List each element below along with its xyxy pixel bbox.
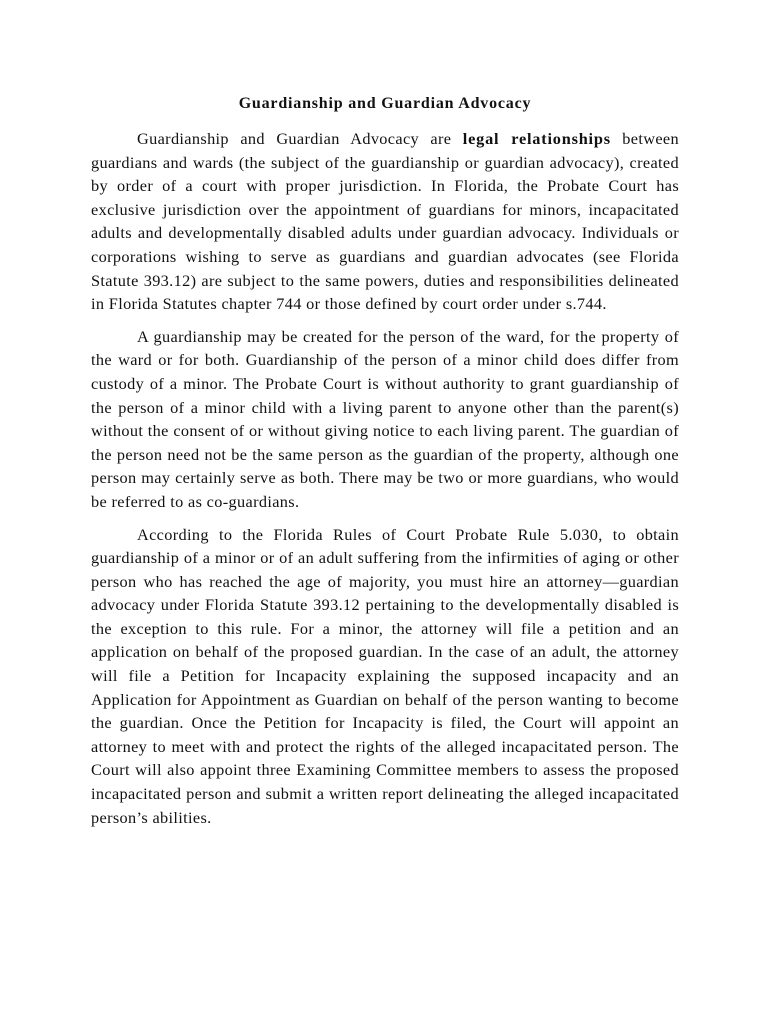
paragraph-2: A guardianship may be created for the person of the ward, for the property of the ward or for both. Guardianship of the person of a minor child does differ from custody of a minor. The Probate Court is without authority to grant guardianship of the person of a minor child with a living parent to anyone other than the parent(s) without the consent of or without giving notice to each living parent. The guardian of the person need not be the same person as the guardian of the property, although one person may certainly serve as both. There may be two or more guardians, who would be referred to as co-guardians.: [91, 326, 679, 511]
paragraph-1-rest: between guardians and wards (the subject of the guardianship or guardian advocacy), created by order of a court with proper jurisdiction. In Florida, the Probate Court has exclusive jurisdiction over the appointment of guardians for minors, incapacitated adults and developmentally disabled adults under guardian advocacy. Individuals or corporations wishing to serve as guardians and guardian advocates (see Florida Statute 393.12) are subject to the same powers, duties and responsibilities delineated in Florida Statutes chapter 744 or those defined by court order under s.744.: [91, 129, 679, 314]
paragraph-3: According to the Florida Rules of Court Probate Rule 5.030, to obtain guardianship of a minor or of an adult suffering from the infirmities of aging or other person who has reached the age of majority, you must hire an attorney—guardian advocacy under Florida Statute 393.12 pertaining to the developmentally disabled is the exception to this rule. For a minor, the attorney will file a petition and an application on behalf of the proposed guardian. In the case of an adult, the attorney will file a Petition for Incapacity explaining the supposed incapacity and an Application for Appointment as Guardian on behalf of the person wanting to become the guardian. Once the Petition for Incapacity is filed, the Court will appoint an attorney to meet with and protect the rights of the alleged incapacitated person. The Court will also appoint three Examining Committee members to assess the proposed incapacitated person and submit a written report delineating the alleged incapacitated person’s abilities.: [91, 524, 679, 827]
paragraph-1: [91, 127, 679, 316]
paragraph-1-bold-term: legal relationships: [462, 129, 611, 148]
paragraph-1-lead: Guardianship and Guardian Advocacy are: [137, 129, 463, 148]
document-title: Guardianship and Guardian Advocacy: [238, 95, 532, 112]
document-body: [91, 127, 679, 838]
